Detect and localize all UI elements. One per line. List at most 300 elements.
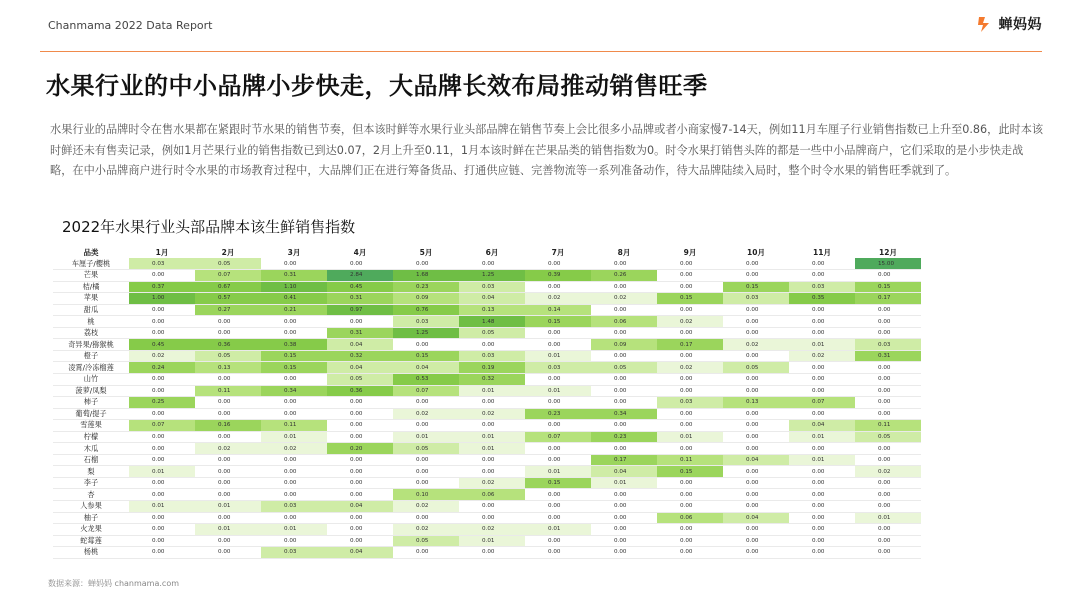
row-category: 木瓜 [53,443,129,455]
row-category: 杨桃 [53,547,129,559]
table-title: 2022年水果行业头部品牌本该生鲜销售指数 [62,218,356,236]
heat-cell: 0.00 [855,385,921,397]
heat-cell: 0.00 [261,327,327,339]
heat-cell: 0.00 [525,512,591,524]
heat-cell: 0.01 [129,466,195,478]
heat-cell: 0.00 [591,373,657,385]
table-row [53,304,921,316]
intro-paragraph: 水果行业的品牌时令在售水果都在紧跟时节水果的销售节奏，但本该时鲜等水果行业头部品牌在销售节奏上会比很多小品牌或者小商家慢7-14天，例如11月车厘子行业销售指数已上升至0.86，此时本该时鲜还未有售卖记录，例如1月芒果行业的销售指数已到达0.07，2月上升至0.11，1月本该时鲜在芒果品类的销售指数为0。时令水果打销售头阵的都是一些中小品牌商户，它们采取的是小步快走战略，在中小品牌商户进行时令水果的市场教育过程中，大品牌们正在进行筹备货品、打通供应链、完善物流等一系列准备动作，待大品牌陆续入局时，整个时令水果的销售旺季就到了。 [50,123,1044,177]
heat-cell: 0.00 [129,408,195,420]
heat-cell: 0.00 [261,408,327,420]
heat-cell: 0.15 [525,477,591,489]
heat-cell: 0.00 [789,373,855,385]
heat-cell: 0.00 [525,373,591,385]
heat-cell: 0.00 [525,258,591,270]
heat-cell: 0.09 [393,293,459,305]
heat-cell: 0.00 [393,454,459,466]
heat-cell: 0.00 [855,547,921,559]
heat-cell: 0.01 [459,443,525,455]
heat-cell: 0.02 [393,524,459,536]
heat-cell: 0.00 [657,477,723,489]
heat-cell: 0.05 [195,350,261,362]
heat-cell: 0.35 [789,293,855,305]
header-month: 10月 [747,247,765,257]
heat-cell: 0.00 [393,512,459,524]
heat-cell: 1.68 [393,270,459,282]
heat-cell: 0.00 [657,350,723,362]
heat-cell: 0.32 [327,350,393,362]
row-category: 火龙果 [53,524,129,536]
heat-cell: 0.00 [855,397,921,409]
table-row [53,512,921,524]
heat-cell: 0.00 [525,500,591,512]
heat-cell: 0.06 [657,512,723,524]
heat-cell: 0.00 [591,281,657,293]
heat-cell: 0.00 [525,489,591,501]
heat-cell: 0.00 [525,339,591,351]
row-category: 蛇莓莲 [53,535,129,547]
heat-cell: 0.02 [129,350,195,362]
heat-cell: 0.04 [327,362,393,374]
heat-cell: 0.20 [327,443,393,455]
heat-cell: 0.00 [327,466,393,478]
heat-cell: 0.00 [723,431,789,443]
heat-cell: 1.10 [261,281,327,293]
heat-cell: 0.00 [591,304,657,316]
heat-cell: 0.10 [393,489,459,501]
heat-cell: 0.00 [855,454,921,466]
heat-cell: 0.00 [855,408,921,420]
header-month: 6月 [485,247,499,257]
heat-cell: 0.37 [129,281,195,293]
row-category: 桔/橘 [53,281,129,293]
heat-cell: 0.17 [855,293,921,305]
row-category: 雪莲果 [53,420,129,432]
header-month: 12月 [879,247,897,257]
heat-cell: 0.00 [261,512,327,524]
heat-cell: 0.00 [723,489,789,501]
heat-cell: 0.04 [327,547,393,559]
heat-cell: 0.31 [327,293,393,305]
heat-cell: 0.00 [657,327,723,339]
heat-cell: 0.05 [723,362,789,374]
heat-cell: 0.00 [591,420,657,432]
heat-cell: 0.00 [723,373,789,385]
page-title: 水果行业的中小品牌小步快走，大品牌长效布局推动销售旺季 [46,72,708,100]
heat-cell: 0.00 [129,535,195,547]
heat-cell: 0.00 [261,258,327,270]
logo-text: 蝉妈妈 [998,17,1042,33]
row-category: 柠檬 [53,431,129,443]
table-row [53,327,921,339]
heat-cell: 0.00 [129,431,195,443]
table-row [53,477,921,489]
heat-cell: 0.01 [195,500,261,512]
heat-cell: 0.00 [591,385,657,397]
heat-cell: 0.06 [459,489,525,501]
heat-cell: 0.00 [261,535,327,547]
heat-cell: 0.00 [327,512,393,524]
heat-cell: 0.00 [789,500,855,512]
heat-cell: 0.38 [261,339,327,351]
heat-cell: 0.11 [657,454,723,466]
heat-cell: 0.07 [393,385,459,397]
heat-cell: 0.02 [459,408,525,420]
heat-cell: 0.01 [657,431,723,443]
heat-cell: 0.00 [591,535,657,547]
heat-cell: 0.02 [195,443,261,455]
heat-cell: 0.00 [591,258,657,270]
heat-cell: 0.00 [327,454,393,466]
heat-cell: 0.00 [657,281,723,293]
heat-cell: 0.00 [393,477,459,489]
heat-cell: 0.02 [723,339,789,351]
table-row [53,350,921,362]
heat-cell: 0.07 [129,420,195,432]
heat-cell: 0.01 [261,431,327,443]
heat-cell: 0.31 [261,270,327,282]
heat-cell: 0.31 [855,350,921,362]
heat-cell: 0.00 [261,454,327,466]
heat-cell: 0.00 [723,443,789,455]
table-row [53,362,921,374]
heat-cell: 0.00 [393,397,459,409]
heat-cell: 0.05 [393,443,459,455]
heat-cell: 0.00 [789,270,855,282]
table-row [53,281,921,293]
heat-cell: 0.00 [855,477,921,489]
heat-cell: 0.01 [525,350,591,362]
heat-cell: 0.00 [129,270,195,282]
heat-cell: 0.00 [129,477,195,489]
row-category: 橙子 [53,350,129,362]
table-row [53,408,921,420]
heat-cell: 0.01 [393,431,459,443]
heat-cell: 0.00 [591,443,657,455]
heat-cell: 0.11 [855,420,921,432]
heat-cell: 0.23 [591,431,657,443]
heat-cell: 15.00 [855,258,921,270]
heat-cell: 0.04 [393,362,459,374]
heat-cell: 0.00 [129,316,195,328]
heat-cell: 0.00 [723,524,789,536]
heat-cell: 0.27 [195,304,261,316]
table-row [53,454,921,466]
heat-cell: 0.00 [261,477,327,489]
heat-cell: 0.15 [657,466,723,478]
heat-cell: 0.02 [789,350,855,362]
heat-cell: 0.00 [525,535,591,547]
heat-cell: 0.00 [789,489,855,501]
heat-cell: 0.45 [327,281,393,293]
heat-cell: 0.02 [459,477,525,489]
header-month: 9月 [683,247,697,257]
heat-cell: 0.00 [657,373,723,385]
heat-cell: 0.00 [789,258,855,270]
header [0,0,1080,56]
row-category: 桃 [53,316,129,328]
heat-cell: 0.00 [789,327,855,339]
table-row [53,443,921,455]
heat-cell: 0.00 [855,535,921,547]
heat-cell: 0.67 [195,281,261,293]
heat-cell: 0.00 [261,466,327,478]
heat-cell: 0.01 [525,385,591,397]
heat-cell: 0.00 [129,512,195,524]
heat-cell: 0.00 [723,258,789,270]
heat-cell: 0.34 [591,408,657,420]
heat-cell: 0.03 [459,281,525,293]
heat-cell: 0.36 [327,385,393,397]
heat-cell: 0.11 [195,385,261,397]
heat-cell: 0.00 [723,477,789,489]
heat-cell: 0.01 [459,535,525,547]
heat-cell: 0.02 [459,524,525,536]
heat-cell: 0.15 [855,281,921,293]
heat-cell: 0.00 [195,431,261,443]
row-category: 人参果 [53,500,129,512]
table-row [53,489,921,501]
heat-cell: 0.00 [591,524,657,536]
row-category: 奇异果/猕猴桃 [53,339,129,351]
table-row [53,524,921,536]
table-header-row [53,246,921,258]
heat-cell: 0.00 [129,524,195,536]
table-row [53,431,921,443]
heat-cell: 0.04 [459,293,525,305]
heat-cell: 0.00 [327,431,393,443]
header-month: 8月 [617,247,631,257]
header-month: 1月 [155,247,169,257]
heat-cell: 0.00 [327,258,393,270]
heat-cell: 0.03 [261,500,327,512]
heat-cell: 0.00 [261,489,327,501]
header-category: 品类 [83,247,99,257]
header-month: 11月 [813,247,831,257]
heat-cell: 0.02 [393,500,459,512]
heat-cell: 0.23 [393,281,459,293]
row-category: 荔枝 [53,327,129,339]
heat-cell: 0.15 [525,316,591,328]
heat-cell: 0.25 [129,397,195,409]
heat-cell: 0.03 [393,316,459,328]
brand-logo [975,14,1043,34]
heat-cell: 0.02 [657,316,723,328]
table-row [53,420,921,432]
heat-cell: 0.00 [657,524,723,536]
heat-cell: 0.11 [261,420,327,432]
heat-cell: 0.03 [723,293,789,305]
heat-cell: 0.00 [657,258,723,270]
table-row [53,293,921,305]
heat-cell: 0.00 [657,443,723,455]
heat-cell: 0.00 [195,373,261,385]
heat-cell: 0.00 [261,316,327,328]
heat-cell: 0.00 [591,512,657,524]
heat-cell: 0.00 [195,454,261,466]
heat-cell: 0.03 [855,339,921,351]
heat-cell: 0.00 [525,420,591,432]
heat-cell: 0.16 [195,420,261,432]
row-category: 石榴 [53,454,129,466]
heat-cell: 0.03 [657,397,723,409]
heat-cell: 0.01 [459,385,525,397]
heat-cell: 0.00 [591,500,657,512]
heat-cell: 0.00 [657,408,723,420]
heat-cell: 0.01 [525,466,591,478]
heat-cell: 0.03 [789,281,855,293]
heat-cell: 0.00 [195,535,261,547]
heat-cell: 0.01 [789,454,855,466]
heat-cell: 0.00 [459,397,525,409]
heat-cell: 0.00 [723,420,789,432]
heat-cell: 0.15 [657,293,723,305]
heat-cell: 0.00 [195,408,261,420]
report-label: Chanmama 2022 Data Report [48,19,213,32]
row-category: 葡萄/提子 [53,408,129,420]
heat-cell: 0.15 [261,362,327,374]
heat-cell: 0.00 [327,524,393,536]
heat-cell: 0.00 [789,362,855,374]
heat-cell: 0.00 [789,524,855,536]
heatmap-table [53,246,921,559]
heat-cell: 0.36 [195,339,261,351]
heat-cell: 0.00 [195,466,261,478]
table-row [53,316,921,328]
heat-cell: 0.00 [789,304,855,316]
heat-cell: 0.03 [459,350,525,362]
heat-cell: 0.01 [195,524,261,536]
heat-cell: 0.07 [195,270,261,282]
heat-cell: 0.04 [723,512,789,524]
heat-cell: 0.00 [129,443,195,455]
table-row [53,466,921,478]
heat-cell: 0.19 [459,362,525,374]
heat-cell: 0.00 [855,362,921,374]
heat-cell: 0.00 [327,408,393,420]
heat-cell: 0.03 [129,258,195,270]
heat-cell: 0.00 [195,477,261,489]
heat-cell: 0.04 [789,420,855,432]
heat-cell: 0.00 [129,489,195,501]
heat-cell: 0.00 [657,489,723,501]
heat-cell: 0.53 [393,373,459,385]
heat-cell: 0.41 [261,293,327,305]
heat-cell: 0.00 [657,535,723,547]
heat-cell: 0.00 [525,547,591,559]
heat-cell: 0.26 [591,270,657,282]
heat-cell: 0.00 [327,489,393,501]
heat-cell: 0.00 [723,535,789,547]
heat-cell: 0.00 [789,547,855,559]
heat-cell: 0.13 [723,397,789,409]
heat-cell: 0.00 [129,385,195,397]
heat-cell: 0.01 [459,431,525,443]
heat-cell: 0.00 [855,373,921,385]
heat-cell: 0.01 [855,512,921,524]
heat-cell: 0.00 [459,512,525,524]
heat-cell: 0.00 [261,397,327,409]
heat-cell: 0.01 [261,524,327,536]
heat-cell: 0.05 [855,431,921,443]
row-category: 山竹 [53,373,129,385]
heat-cell: 0.02 [657,362,723,374]
heat-cell: 0.05 [459,327,525,339]
heat-cell: 0.00 [789,466,855,478]
data-source: 数据来源：蝉妈妈 chanmama.com [48,579,180,588]
heat-cell: 0.13 [195,362,261,374]
heat-cell: 0.00 [195,397,261,409]
row-category: 柚子 [53,512,129,524]
heat-cell: 1.00 [129,293,195,305]
header-month: 7月 [551,247,565,257]
heat-cell: 0.00 [393,466,459,478]
heat-cell: 0.00 [789,535,855,547]
heat-cell: 0.00 [525,327,591,339]
heat-cell: 0.02 [855,466,921,478]
heat-cell: 0.00 [459,547,525,559]
heat-cell: 0.00 [657,304,723,316]
heat-cell: 0.02 [525,293,591,305]
heat-cell: 0.04 [591,466,657,478]
heat-cell: 0.24 [129,362,195,374]
heat-cell: 0.04 [723,454,789,466]
heat-cell: 0.00 [129,373,195,385]
heat-cell: 0.00 [855,270,921,282]
heat-cell: 0.00 [657,547,723,559]
heat-cell: 0.01 [525,524,591,536]
heat-cell: 0.00 [723,408,789,420]
heat-cell: 0.17 [657,339,723,351]
heat-cell: 0.00 [393,339,459,351]
heat-cell: 0.07 [789,397,855,409]
heat-cell: 0.00 [723,466,789,478]
heat-cell: 0.57 [195,293,261,305]
header-divider [40,51,1042,52]
heat-cell: 0.01 [591,477,657,489]
heat-cell: 0.00 [789,477,855,489]
heat-cell: 0.00 [591,489,657,501]
heat-cell: 0.00 [855,327,921,339]
heat-cell: 0.00 [393,547,459,559]
heat-cell: 0.00 [591,547,657,559]
heat-cell: 0.01 [789,339,855,351]
table-row [53,373,921,385]
row-category: 柿子 [53,397,129,409]
heat-cell: 1.48 [459,316,525,328]
table-row [53,385,921,397]
heat-cell: 0.15 [261,350,327,362]
row-category: 芒果 [53,270,129,282]
heat-cell: 0.05 [327,373,393,385]
heat-cell: 0.00 [459,420,525,432]
table-row [53,500,921,512]
header-month: 3月 [287,247,301,257]
heat-cell: 0.00 [591,350,657,362]
heat-cell: 0.05 [591,362,657,374]
heat-cell: 0.17 [591,454,657,466]
heat-cell: 0.00 [789,316,855,328]
row-category: 李子 [53,477,129,489]
heat-cell: 0.00 [855,443,921,455]
heat-cell: 0.00 [855,304,921,316]
row-category: 杏 [53,489,129,501]
table-row [53,535,921,547]
heat-cell: 0.00 [723,316,789,328]
row-category: 苹果 [53,293,129,305]
heat-cell: 0.00 [195,547,261,559]
heat-cell: 0.00 [789,385,855,397]
